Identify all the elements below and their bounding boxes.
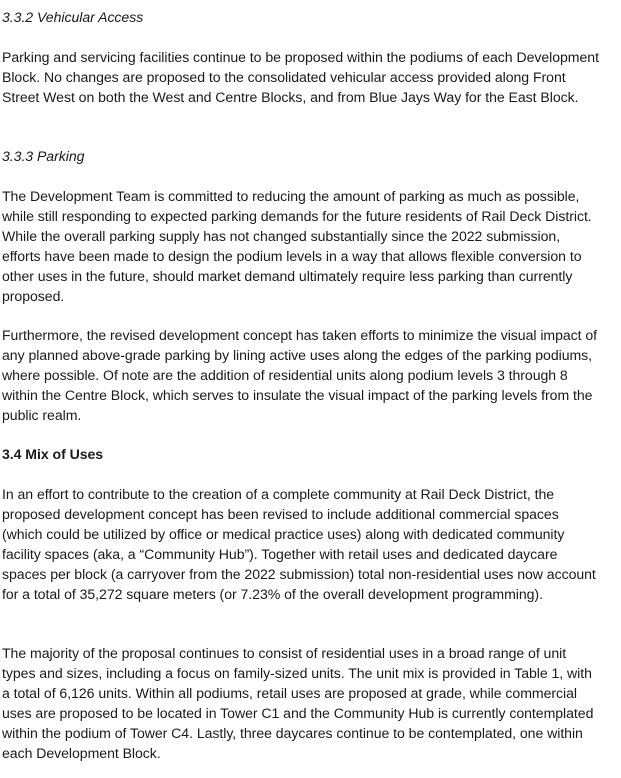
section-heading-parking: 3.3.3 Parking [2,148,85,164]
paragraph-parking-2: Furthermore, the revised development concept has taken efforts to minimize the visual impact of any planned above-grade parking by lining active uses along the edges of the parking podiums, where possible. Of note are the addition of residential units along podium levels 3 through 8 within the Centre Block, which serves to insulate the visual impact of the parking levels from the public realm. [2,327,598,423]
paragraph-mix-of-uses-1: In an effort to contribute to the creation of a complete community at Rail Deck District, the proposed development concept has been revised to include additional commercial spaces (which could be utilized by office or medical practice uses) along with dedicated community facility spaces (aka, a “Community Hub”). Together with retail uses and dedicated daycare spaces per block (a carryover from the 2022 submission) total non-residential uses now account for a total of 35,272 square meters (or 7.23% of the overall development programming). [2,486,596,602]
paragraph-vehicular-access: Parking and servicing facilities continue to be proposed within the podiums of each Development Block. No changes are proposed to the consolidated vehicular access provided along Front Street West on both the West and Centre Blocks, and from Blue Jays Way for the East Block. [2,49,599,105]
paragraph-mix-of-uses-2: The majority of the proposal continues to consist of residential uses in a broad range of unit types and sizes, including a focus on family-sized units. The unit mix is provided in Table 1, with a total of 6,126 units. Within all podiums, retail uses are proposed at grade, while commercial uses are proposed to be located in Tower C1 and the Community Hub is currently contemplated within the podium of Tower C4. Lastly, three daycares continue to be contemplated, one within each Development Block. [2,645,594,761]
paragraph-parking-1: The Development Team is committed to reducing the amount of parking as much as possible, while still responding to expected parking demands for the future residents of Rail Deck District. While the overall parking supply has not changed substantially since the 2022 submission, efforts have been made to design the podium levels in a way that allows flexible conversion to other uses in the future, should market demand ultimately require less parking than currently proposed. [2,188,592,304]
section-heading-mix-of-uses: 3.4 Mix of Uses [2,446,104,462]
section-heading-vehicular-access: 3.3.2 Vehicular Access [2,9,144,25]
